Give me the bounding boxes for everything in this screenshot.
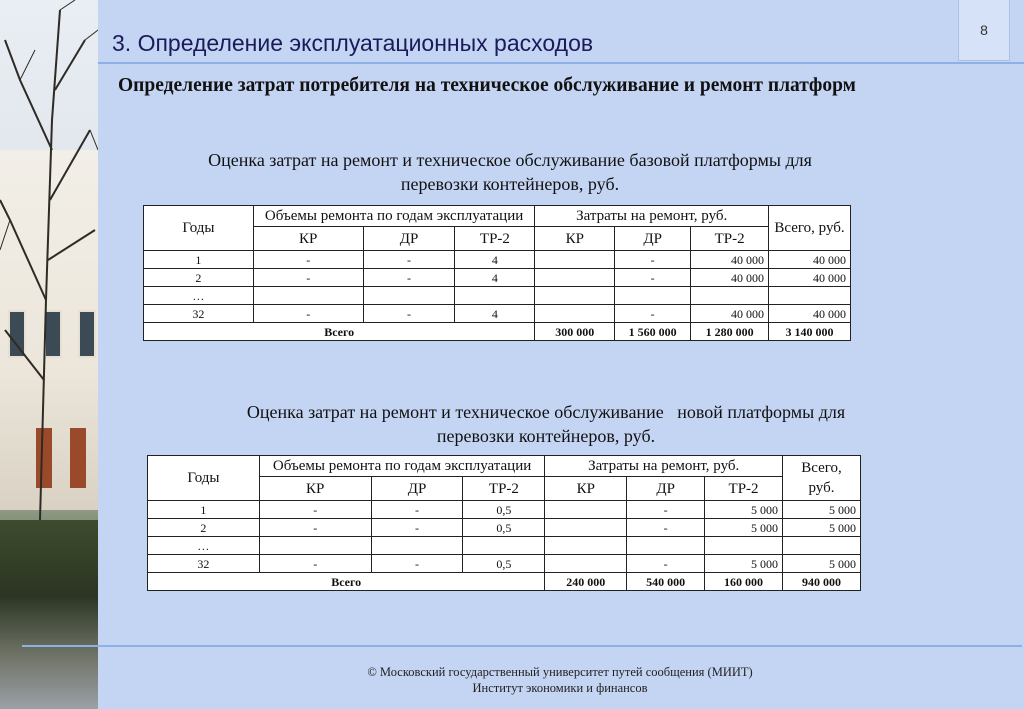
cell-year: … [148, 537, 260, 555]
cell: - [371, 555, 463, 573]
cell [783, 537, 861, 555]
total-cell: 160 000 [705, 573, 783, 591]
header-costs: Затраты на ремонт, руб. [535, 206, 769, 227]
cell-total: 5 000 [783, 555, 861, 573]
cell: 5 000 [705, 501, 783, 519]
cell [545, 537, 627, 555]
table-row [148, 555, 861, 573]
total-cell: 300 000 [535, 323, 615, 341]
table-row [148, 519, 861, 537]
cell: - [259, 519, 371, 537]
header-divider [98, 62, 1024, 64]
table-row [144, 251, 851, 269]
cell: 4 [455, 251, 535, 269]
cell [535, 269, 615, 287]
cell [363, 287, 455, 305]
cell: - [253, 269, 363, 287]
table1-caption-line1: Оценка затрат на ремонт и техническое обслуживание базовой платформы для [208, 150, 812, 170]
total-cell: 940 000 [783, 573, 861, 591]
cell [691, 287, 769, 305]
cell: 40 000 [691, 251, 769, 269]
sub-header: КР [545, 477, 627, 501]
header-years: Годы [148, 456, 260, 501]
table-row [144, 287, 851, 305]
cell [615, 287, 691, 305]
sub-header: ДР [615, 227, 691, 251]
cell-year: 32 [148, 555, 260, 573]
sub-header: КР [535, 227, 615, 251]
sub-header: ТР-2 [705, 477, 783, 501]
table1-caption-line2: перевозки контейнеров, руб. [400, 174, 620, 194]
header-years: Годы [144, 206, 254, 251]
cell [545, 519, 627, 537]
footer-line1: © Московский государственный университет путей сообщения (МИИТ) [367, 665, 753, 679]
page-number: 8 [980, 22, 988, 38]
cell: - [615, 305, 691, 323]
sub-header: ДР [363, 227, 455, 251]
cell-total: 40 000 [769, 269, 851, 287]
cell: 4 [455, 269, 535, 287]
cell: 5 000 [705, 519, 783, 537]
cell: - [615, 251, 691, 269]
cell-year: 32 [144, 305, 254, 323]
cell-total: 40 000 [769, 251, 851, 269]
cell-year: 2 [144, 269, 254, 287]
table-new-platform [147, 455, 861, 591]
table-row [144, 269, 851, 287]
cell [371, 537, 463, 555]
cell: - [627, 519, 705, 537]
cell: - [371, 519, 463, 537]
footer-line2: Институт экономики и финансов [472, 681, 648, 695]
sub-header: ДР [371, 477, 463, 501]
total-label: Всего [144, 323, 535, 341]
table-total-row [148, 573, 861, 591]
header-volumes: Объемы ремонта по годам эксплуатации [259, 456, 545, 477]
cell: 4 [455, 305, 535, 323]
cell-year: 1 [148, 501, 260, 519]
cell: - [363, 251, 455, 269]
table2-caption [166, 400, 926, 448]
cell-total: 5 000 [783, 501, 861, 519]
cell [259, 537, 371, 555]
table-base-platform [143, 205, 851, 341]
cell: - [253, 305, 363, 323]
header-volumes: Объемы ремонта по годам эксплуатации [253, 206, 535, 227]
cell [535, 251, 615, 269]
cell [535, 287, 615, 305]
cell: 0,5 [463, 501, 545, 519]
table2-caption-line1: Оценка затрат на ремонт и техническое обслуживание новой платформы для [246, 402, 846, 422]
cell [705, 537, 783, 555]
cell [545, 555, 627, 573]
total-cell: 540 000 [627, 573, 705, 591]
cell: 5 000 [705, 555, 783, 573]
cell-total: 40 000 [769, 305, 851, 323]
cell [545, 501, 627, 519]
header-total: Всего, руб. [783, 456, 861, 501]
cell: 0,5 [463, 555, 545, 573]
page-number-box [958, 0, 1010, 61]
slide-subtitle: Определение затрат потребителя на техническое обслуживание и ремонт платформ [118, 75, 856, 96]
cell [455, 287, 535, 305]
table2-caption-line2: перевозки контейнеров, руб. [436, 426, 656, 446]
total-cell: 1 280 000 [691, 323, 769, 341]
footer [300, 664, 820, 696]
cell: - [371, 501, 463, 519]
table-row [148, 537, 861, 555]
sub-header: ТР-2 [455, 227, 535, 251]
cell-year: … [144, 287, 254, 305]
cell-total: 5 000 [783, 519, 861, 537]
cell: 40 000 [691, 269, 769, 287]
campus-photo [0, 0, 98, 709]
cell: - [615, 269, 691, 287]
cell: - [627, 555, 705, 573]
cell-year: 1 [144, 251, 254, 269]
cell [769, 287, 851, 305]
cell: 40 000 [691, 305, 769, 323]
table-row [148, 501, 861, 519]
cell [253, 287, 363, 305]
cell: - [259, 555, 371, 573]
footer-divider [22, 645, 1022, 647]
cell [627, 537, 705, 555]
table-row [144, 305, 851, 323]
cell: 0,5 [463, 519, 545, 537]
cell: - [253, 251, 363, 269]
cell: - [259, 501, 371, 519]
sub-header: КР [259, 477, 371, 501]
sub-header: ТР-2 [463, 477, 545, 501]
total-cell: 1 560 000 [615, 323, 691, 341]
cell: - [627, 501, 705, 519]
total-cell: 3 140 000 [769, 323, 851, 341]
table-total-row [144, 323, 851, 341]
cell-year: 2 [148, 519, 260, 537]
slide-title: 3. Определение эксплуатационных расходов [112, 30, 594, 56]
sub-header: ТР-2 [691, 227, 769, 251]
total-cell: 240 000 [545, 573, 627, 591]
cell [463, 537, 545, 555]
cell [535, 305, 615, 323]
header-costs: Затраты на ремонт, руб. [545, 456, 783, 477]
header-total: Всего, руб. [769, 206, 851, 251]
total-label: Всего [148, 573, 545, 591]
cell: - [363, 269, 455, 287]
table1-caption [130, 148, 890, 196]
sub-header: КР [253, 227, 363, 251]
sub-header: ДР [627, 477, 705, 501]
cell: - [363, 305, 455, 323]
